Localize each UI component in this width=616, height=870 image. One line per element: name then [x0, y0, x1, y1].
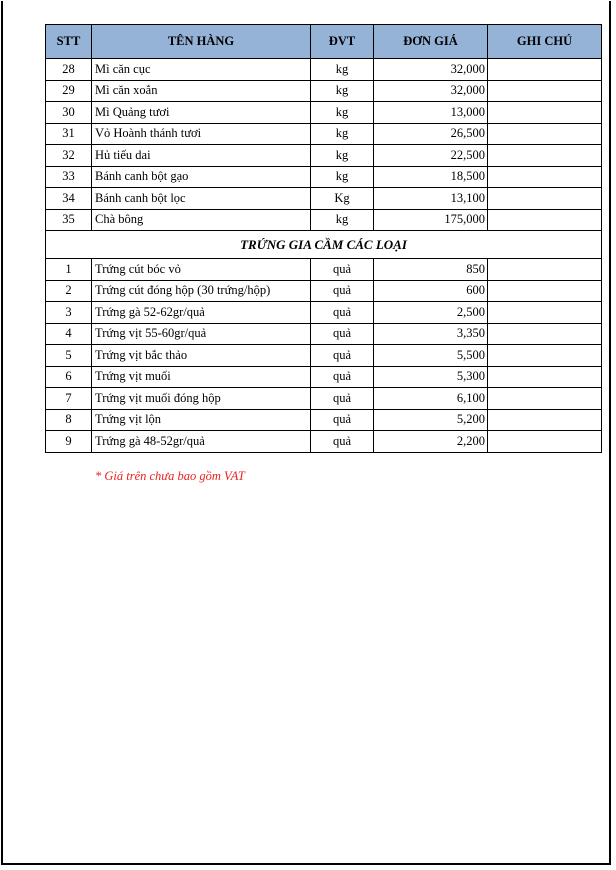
cell-stt: 8: [46, 409, 92, 431]
cell-unit: kg: [311, 80, 374, 102]
header-stt: STT: [46, 25, 92, 59]
cell-unit: quả: [311, 366, 374, 388]
cell-unit: quả: [311, 345, 374, 367]
cell-unit: kg: [311, 166, 374, 188]
table-row: [46, 80, 602, 102]
table-row: [46, 59, 602, 81]
cell-note: [488, 323, 602, 345]
cell-stt: 2: [46, 280, 92, 302]
cell-name: Bánh canh bột gạo: [92, 166, 311, 188]
cell-stt: 28: [46, 59, 92, 81]
cell-price: 5,300: [374, 366, 488, 388]
table-row: [46, 431, 602, 453]
cell-price: 2,500: [374, 302, 488, 324]
cell-unit: kg: [311, 209, 374, 231]
egg-section: [46, 231, 602, 259]
vat-footnote: * Giá trên chưa bao gồm VAT: [95, 469, 245, 483]
cell-note: [488, 102, 602, 124]
cell-note: [488, 166, 602, 188]
header-name: TÊN HÀNG: [92, 25, 311, 59]
cell-stt: 29: [46, 80, 92, 102]
table-row: [46, 366, 602, 388]
table-row: [46, 323, 602, 345]
cell-price: 26,500: [374, 123, 488, 145]
table-row: [46, 102, 602, 124]
table-row: [46, 302, 602, 324]
cell-name: Hủ tiếu dai: [92, 145, 311, 167]
header-note: GHI CHÚ: [488, 25, 602, 59]
cell-stt: 34: [46, 188, 92, 210]
cell-note: [488, 431, 602, 453]
cell-note: [488, 209, 602, 231]
section-title-row: [46, 231, 602, 259]
cell-stt: 1: [46, 259, 92, 281]
cell-stt: 30: [46, 102, 92, 124]
table-row: [46, 409, 602, 431]
cell-price: 13,100: [374, 188, 488, 210]
cell-stt: 35: [46, 209, 92, 231]
cell-price: 32,000: [374, 59, 488, 81]
cell-name: Trứng gà 48-52gr/quả: [92, 431, 311, 453]
cell-unit: quả: [311, 388, 374, 410]
table-row: [46, 388, 602, 410]
cell-note: [488, 188, 602, 210]
cell-note: [488, 302, 602, 324]
header-unit: ĐVT: [311, 25, 374, 59]
cell-stt: 4: [46, 323, 92, 345]
cell-unit: quả: [311, 302, 374, 324]
cell-price: 600: [374, 280, 488, 302]
cell-note: [488, 123, 602, 145]
cell-name: Mì Quảng tươi: [92, 102, 311, 124]
header-price: ĐƠN GIÁ: [374, 25, 488, 59]
cell-name: Bánh canh bột lọc: [92, 188, 311, 210]
cell-unit: kg: [311, 59, 374, 81]
cell-stt: 3: [46, 302, 92, 324]
egg-rows: [46, 259, 602, 453]
table-row: [46, 188, 602, 210]
table-row: [46, 259, 602, 281]
section-title: TRỨNG GIA CẦM CÁC LOẠI: [46, 231, 602, 259]
cell-name: Trứng gà 52-62gr/quả: [92, 302, 311, 324]
cell-price: 2,200: [374, 431, 488, 453]
table-header-row: [46, 25, 602, 59]
cell-name: Trứng cút đóng hộp (30 trứng/hộp): [92, 280, 311, 302]
cell-unit: quả: [311, 280, 374, 302]
cell-stt: 5: [46, 345, 92, 367]
cell-note: [488, 259, 602, 281]
cell-stt: 33: [46, 166, 92, 188]
cell-price: 6,100: [374, 388, 488, 410]
cell-unit: quả: [311, 259, 374, 281]
price-table: [45, 24, 602, 453]
cell-unit: kg: [311, 145, 374, 167]
cell-price: 5,200: [374, 409, 488, 431]
noodle-rows: [46, 59, 602, 231]
cell-name: Vỏ Hoành thánh tươi: [92, 123, 311, 145]
cell-name: Mì căn xoắn: [92, 80, 311, 102]
cell-stt: 6: [46, 366, 92, 388]
cell-note: [488, 345, 602, 367]
cell-note: [488, 145, 602, 167]
table-row: [46, 123, 602, 145]
cell-unit: quả: [311, 323, 374, 345]
cell-price: 3,350: [374, 323, 488, 345]
cell-price: 32,000: [374, 80, 488, 102]
cell-unit: quả: [311, 409, 374, 431]
cell-name: Trứng vịt lộn: [92, 409, 311, 431]
cell-stt: 9: [46, 431, 92, 453]
cell-name: Trứng vịt muối: [92, 366, 311, 388]
cell-price: 850: [374, 259, 488, 281]
cell-note: [488, 280, 602, 302]
cell-name: Mì căn cục: [92, 59, 311, 81]
cell-note: [488, 388, 602, 410]
cell-price: 175,000: [374, 209, 488, 231]
cell-note: [488, 59, 602, 81]
cell-unit: quả: [311, 431, 374, 453]
table-row: [46, 280, 602, 302]
cell-unit: kg: [311, 102, 374, 124]
cell-name: Trứng vịt bắc thảo: [92, 345, 311, 367]
cell-note: [488, 80, 602, 102]
cell-note: [488, 409, 602, 431]
cell-name: Trứng cút bóc vỏ: [92, 259, 311, 281]
cell-name: Trứng vịt muối đóng hộp: [92, 388, 311, 410]
cell-name: Trứng vịt 55-60gr/quả: [92, 323, 311, 345]
cell-unit: Kg: [311, 188, 374, 210]
cell-stt: 32: [46, 145, 92, 167]
table-row: [46, 166, 602, 188]
cell-stt: 31: [46, 123, 92, 145]
cell-price: 5,500: [374, 345, 488, 367]
cell-price: 13,000: [374, 102, 488, 124]
cell-note: [488, 366, 602, 388]
cell-name: Chà bông: [92, 209, 311, 231]
cell-stt: 7: [46, 388, 92, 410]
table-row: [46, 209, 602, 231]
cell-price: 22,500: [374, 145, 488, 167]
table-row: [46, 145, 602, 167]
cell-unit: kg: [311, 123, 374, 145]
cell-price: 18,500: [374, 166, 488, 188]
table-row: [46, 345, 602, 367]
